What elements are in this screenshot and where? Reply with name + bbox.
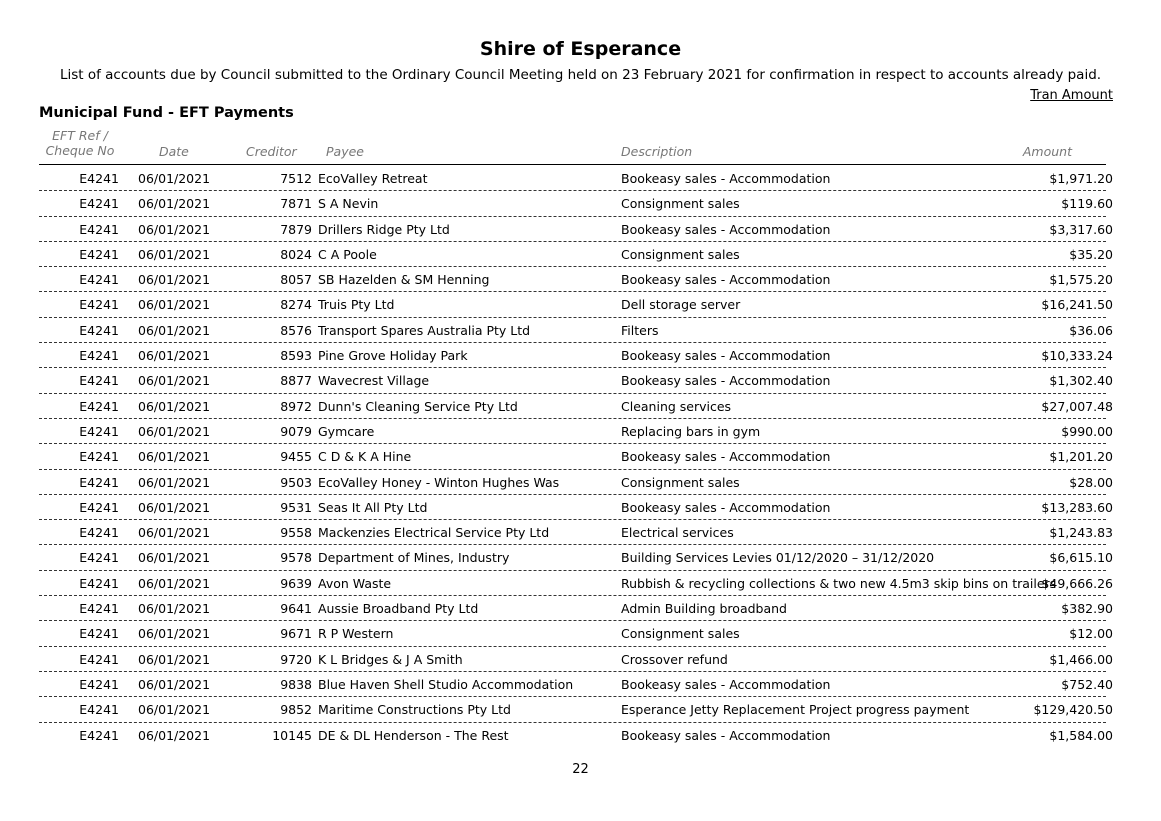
table-row bbox=[39, 444, 1113, 469]
cell-amount: $1,575.20 bbox=[1049, 272, 1113, 288]
cell-date: 06/01/2021 bbox=[138, 575, 211, 591]
cell-payee: Maritime Constructions Pty Ltd bbox=[318, 702, 511, 718]
cell-description: Consignment sales bbox=[621, 626, 740, 642]
column-header-amount: Amount bbox=[1022, 144, 1072, 159]
cell-payee: Gymcare bbox=[318, 423, 375, 439]
cell-date: 06/01/2021 bbox=[138, 702, 211, 718]
column-header-creditor: Creditor bbox=[246, 144, 297, 159]
cell-amount: $129,420.50 bbox=[1033, 702, 1113, 718]
cell-date: 06/01/2021 bbox=[138, 550, 211, 566]
cell-amount: $28.00 bbox=[1069, 474, 1113, 490]
cell-creditor: 8274 bbox=[280, 297, 312, 313]
cell-ref: E4241 bbox=[79, 423, 119, 439]
cell-ref: E4241 bbox=[79, 651, 119, 667]
cell-amount: $16,241.50 bbox=[1041, 297, 1113, 313]
report-subtitle: List of accounts due by Council submitted to the Ordinary Council Meeting held on 23 February 2021 for confirmation in respect to accounts already paid. bbox=[59, 67, 1102, 83]
cell-ref: E4241 bbox=[79, 322, 119, 338]
cell-description: Bookeasy sales - Accommodation bbox=[621, 499, 831, 515]
column-header-date: Date bbox=[159, 144, 189, 159]
cell-date: 06/01/2021 bbox=[138, 297, 211, 313]
page-number: 22 bbox=[572, 762, 589, 777]
cell-creditor: 9671 bbox=[280, 626, 312, 642]
cell-creditor: 9503 bbox=[280, 474, 312, 490]
cell-date: 06/01/2021 bbox=[138, 449, 211, 465]
cell-payee: EcoValley Honey - Winton Hughes Was bbox=[318, 474, 560, 490]
table-row bbox=[39, 394, 1113, 419]
table-row bbox=[39, 166, 1113, 191]
cell-description: Bookeasy sales - Accommodation bbox=[621, 727, 831, 743]
cell-description: Bookeasy sales - Accommodation bbox=[621, 449, 831, 465]
cell-payee: R P Western bbox=[318, 626, 394, 642]
payments-table-body bbox=[39, 166, 1113, 747]
cell-creditor: 8593 bbox=[280, 348, 312, 364]
cell-amount: $1,584.00 bbox=[1049, 727, 1113, 743]
cell-description: Consignment sales bbox=[621, 474, 740, 490]
cell-payee: Truis Pty Ltd bbox=[318, 297, 395, 313]
cell-ref: E4241 bbox=[79, 221, 119, 237]
cell-amount: $752.40 bbox=[1061, 676, 1113, 692]
cell-description: Bookeasy sales - Accommodation bbox=[621, 171, 831, 186]
cell-payee: S A Nevin bbox=[318, 196, 379, 212]
cell-creditor: 9558 bbox=[280, 525, 312, 541]
cell-date: 06/01/2021 bbox=[138, 525, 211, 541]
cell-creditor: 9720 bbox=[280, 651, 312, 667]
table-row bbox=[39, 545, 1113, 570]
cell-ref: E4241 bbox=[79, 196, 119, 212]
cell-date: 06/01/2021 bbox=[138, 373, 211, 389]
cell-description: Filters bbox=[621, 322, 659, 338]
cell-payee: Mackenzies Electrical Service Pty Ltd bbox=[318, 525, 550, 541]
cell-amount: $36.06 bbox=[1069, 322, 1113, 338]
cell-payee: Drillers Ridge Pty Ltd bbox=[318, 221, 450, 237]
table-row bbox=[39, 217, 1113, 242]
cell-ref: E4241 bbox=[79, 550, 119, 566]
cell-payee: Blue Haven Shell Studio Accommodation bbox=[318, 676, 574, 692]
table-row bbox=[39, 697, 1113, 722]
column-header-ref-line1: EFT Ref / bbox=[52, 128, 108, 143]
cell-description: Bookeasy sales - Accommodation bbox=[621, 373, 831, 389]
cell-creditor: 9531 bbox=[280, 499, 312, 515]
cell-creditor: 7871 bbox=[280, 196, 312, 212]
cell-payee: Aussie Broadband Pty Ltd bbox=[318, 601, 479, 617]
cell-description: Replacing bars in gym bbox=[621, 423, 761, 439]
cell-creditor: 8972 bbox=[280, 398, 312, 414]
column-header-ref bbox=[39, 128, 121, 158]
cell-creditor: 9079 bbox=[280, 423, 312, 439]
cell-description: Cleaning services bbox=[621, 398, 732, 414]
table-row bbox=[39, 596, 1113, 621]
column-header-ref-line2: Cheque No bbox=[45, 143, 115, 158]
cell-date: 06/01/2021 bbox=[138, 348, 211, 364]
cell-date: 06/01/2021 bbox=[138, 474, 211, 490]
cell-payee: EcoValley Retreat bbox=[318, 171, 428, 186]
cell-ref: E4241 bbox=[79, 499, 119, 515]
cell-date: 06/01/2021 bbox=[138, 196, 211, 212]
cell-creditor: 7512 bbox=[280, 171, 312, 186]
cell-description: Admin Building broadband bbox=[621, 601, 787, 617]
cell-date: 06/01/2021 bbox=[138, 651, 211, 667]
cell-payee: Avon Waste bbox=[318, 575, 392, 591]
table-row bbox=[39, 672, 1113, 697]
cell-date: 06/01/2021 bbox=[138, 423, 211, 439]
cell-ref: E4241 bbox=[79, 449, 119, 465]
cell-payee: K L Bridges & J A Smith bbox=[318, 651, 463, 667]
page-title: Shire of Esperance bbox=[479, 38, 682, 60]
cell-ref: E4241 bbox=[79, 373, 119, 389]
cell-ref: E4241 bbox=[79, 171, 119, 186]
cell-amount: $1,243.83 bbox=[1049, 525, 1113, 541]
column-header-description: Description bbox=[621, 144, 693, 159]
cell-amount: $1,201.20 bbox=[1049, 449, 1113, 465]
cell-ref: E4241 bbox=[79, 626, 119, 642]
cell-description: Bookeasy sales - Accommodation bbox=[621, 221, 831, 237]
cell-ref: E4241 bbox=[79, 246, 119, 262]
table-row bbox=[39, 495, 1113, 520]
cell-amount: $1,302.40 bbox=[1049, 373, 1113, 389]
cell-payee: Wavecrest Village bbox=[318, 373, 430, 389]
cell-date: 06/01/2021 bbox=[138, 727, 211, 743]
cell-amount: $1,466.00 bbox=[1049, 651, 1113, 667]
cell-description: Rubbish & recycling collections & two new 4.5m3 skip bins on trailers bbox=[621, 575, 1057, 591]
table-row bbox=[39, 520, 1113, 545]
table-row bbox=[39, 571, 1113, 596]
cell-amount: $35.20 bbox=[1069, 246, 1113, 262]
cell-payee: Department of Mines, Industry bbox=[318, 550, 510, 566]
cell-date: 06/01/2021 bbox=[138, 398, 211, 414]
cell-amount: $990.00 bbox=[1061, 423, 1113, 439]
cell-amount: $12.00 bbox=[1069, 626, 1113, 642]
cell-payee: Pine Grove Holiday Park bbox=[318, 348, 468, 364]
cell-ref: E4241 bbox=[79, 702, 119, 718]
cell-creditor: 9852 bbox=[280, 702, 312, 718]
cell-date: 06/01/2021 bbox=[138, 322, 211, 338]
cell-payee: Transport Spares Australia Pty Ltd bbox=[318, 322, 531, 338]
cell-amount: $3,317.60 bbox=[1049, 221, 1113, 237]
cell-amount: $49,666.26 bbox=[1041, 575, 1113, 591]
cell-description: Crossover refund bbox=[621, 651, 728, 667]
cell-ref: E4241 bbox=[79, 272, 119, 288]
cell-creditor: 10145 bbox=[272, 727, 312, 743]
table-row bbox=[39, 723, 1113, 747]
table-row bbox=[39, 242, 1113, 267]
cell-amount: $10,333.24 bbox=[1041, 348, 1113, 364]
table-row bbox=[39, 318, 1113, 343]
cell-creditor: 9639 bbox=[280, 575, 312, 591]
cell-date: 06/01/2021 bbox=[138, 171, 211, 186]
cell-date: 06/01/2021 bbox=[138, 499, 211, 515]
cell-date: 06/01/2021 bbox=[138, 246, 211, 262]
cell-date: 06/01/2021 bbox=[138, 676, 211, 692]
cell-payee: SB Hazelden & SM Henning bbox=[318, 272, 490, 288]
table-row bbox=[39, 470, 1113, 495]
cell-ref: E4241 bbox=[79, 297, 119, 313]
cell-date: 06/01/2021 bbox=[138, 601, 211, 617]
cell-creditor: 9641 bbox=[280, 601, 312, 617]
table-row bbox=[39, 267, 1113, 292]
table-row bbox=[39, 647, 1113, 672]
cell-amount: $13,283.60 bbox=[1041, 499, 1113, 515]
cell-description: Consignment sales bbox=[621, 196, 740, 212]
cell-description: Bookeasy sales - Accommodation bbox=[621, 348, 831, 364]
cell-description: Esperance Jetty Replacement Project progress payment bbox=[621, 702, 970, 718]
cell-ref: E4241 bbox=[79, 575, 119, 591]
cell-date: 06/01/2021 bbox=[138, 626, 211, 642]
table-header bbox=[39, 126, 1106, 165]
cell-ref: E4241 bbox=[79, 474, 119, 490]
table-row bbox=[39, 292, 1113, 317]
cell-amount: $382.90 bbox=[1061, 601, 1113, 617]
cell-description: Building Services Levies 01/12/2020 – 31/12/2020 bbox=[621, 550, 935, 566]
cell-description: Dell storage server bbox=[621, 297, 741, 313]
cell-ref: E4241 bbox=[79, 398, 119, 414]
cell-creditor: 9455 bbox=[280, 449, 312, 465]
cell-description: Bookeasy sales - Accommodation bbox=[621, 676, 831, 692]
table-row bbox=[39, 419, 1113, 444]
cell-payee: C A Poole bbox=[318, 246, 377, 262]
cell-payee: Dunn's Cleaning Service Pty Ltd bbox=[318, 398, 518, 414]
cell-payee: DE & DL Henderson - The Rest bbox=[318, 727, 509, 743]
cell-description: Consignment sales bbox=[621, 246, 740, 262]
table-row bbox=[39, 191, 1113, 216]
cell-ref: E4241 bbox=[79, 601, 119, 617]
cell-amount: $119.60 bbox=[1061, 196, 1113, 212]
cell-ref: E4241 bbox=[79, 348, 119, 364]
cell-creditor: 8057 bbox=[280, 272, 312, 288]
cell-creditor: 9838 bbox=[280, 676, 312, 692]
tran-amount-label: Tran Amount bbox=[1030, 88, 1113, 103]
cell-amount: $6,615.10 bbox=[1049, 550, 1113, 566]
column-header-payee: Payee bbox=[326, 144, 364, 159]
cell-creditor: 8576 bbox=[280, 322, 312, 338]
cell-date: 06/01/2021 bbox=[138, 221, 211, 237]
cell-creditor: 9578 bbox=[280, 550, 312, 566]
cell-creditor: 8024 bbox=[280, 246, 312, 262]
cell-payee: Seas It All Pty Ltd bbox=[318, 499, 428, 515]
cell-description: Bookeasy sales - Accommodation bbox=[621, 272, 831, 288]
cell-amount: $27,007.48 bbox=[1041, 398, 1113, 414]
cell-ref: E4241 bbox=[79, 676, 119, 692]
cell-payee: C D & K A Hine bbox=[318, 449, 412, 465]
cell-description: Electrical services bbox=[621, 525, 734, 541]
table-row bbox=[39, 343, 1113, 368]
cell-date: 06/01/2021 bbox=[138, 272, 211, 288]
cell-creditor: 7879 bbox=[280, 221, 312, 237]
cell-ref: E4241 bbox=[79, 727, 119, 743]
section-title: Municipal Fund - EFT Payments bbox=[39, 105, 294, 121]
cell-amount: $1,971.20 bbox=[1049, 171, 1113, 186]
table-row bbox=[39, 368, 1113, 393]
table-row bbox=[39, 621, 1113, 646]
cell-creditor: 8877 bbox=[280, 373, 312, 389]
cell-ref: E4241 bbox=[79, 525, 119, 541]
